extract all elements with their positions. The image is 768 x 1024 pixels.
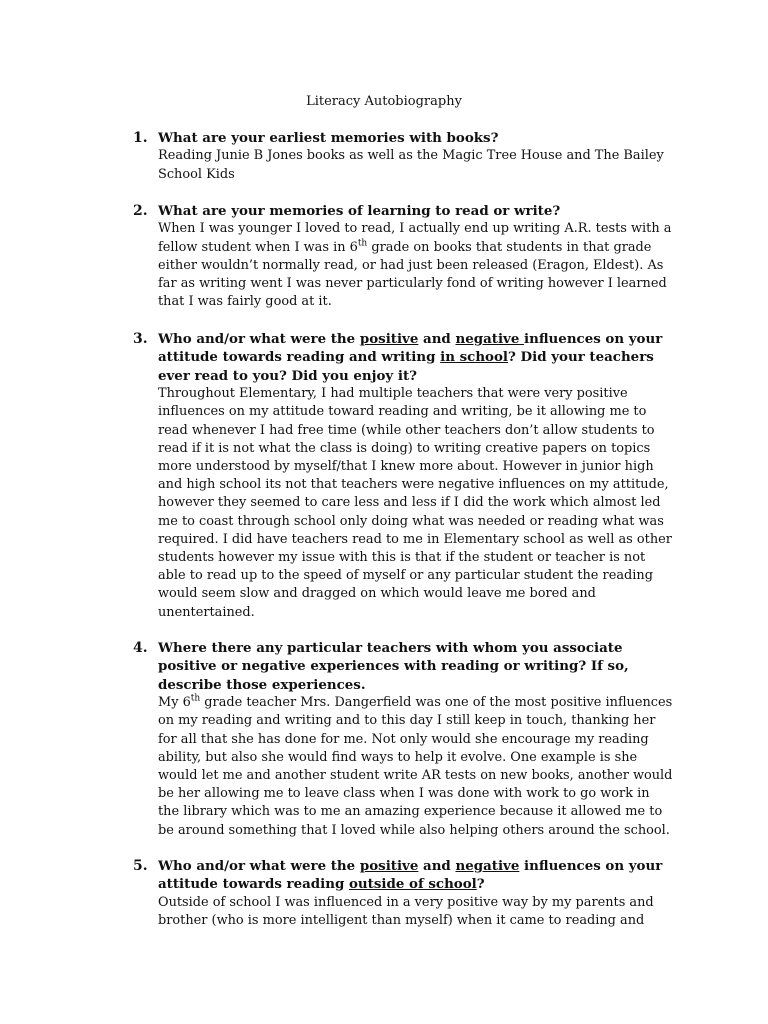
answer-text-part: My 6 (158, 695, 191, 711)
question-text (158, 857, 673, 894)
question-text-part: What are your memories of learning to read or write? (158, 203, 561, 219)
superscript: th (357, 238, 368, 249)
question-text-part: and (418, 331, 456, 347)
question-text (158, 330, 673, 385)
question-text-part: Who and/or what were the (158, 858, 360, 874)
question-text-part: ? Did your teachers ever read to you? Did you enjoy it? (158, 349, 654, 384)
question-text-part: Who and/or what were the (158, 331, 360, 347)
question-number: 5. (133, 858, 148, 874)
question-item (133, 857, 673, 930)
underlined-word: positive (359, 331, 419, 347)
underlined-word: outside of school (349, 876, 477, 893)
underlined-word: negative (455, 331, 524, 347)
question-number: 2. (133, 203, 148, 219)
question-item (133, 202, 673, 311)
answer-text: Reading Junie B Jones books as well as the Magic Tree House and The Bailey School Kids (158, 148, 664, 182)
answer-text: Throughout Elementary, I had multiple teachers that were very positive influences on my attitude toward reading and writing, be it allowing me to read whenever I had free time (while other teachers don’t allow students to read if it is not what the class is doing) to writing creative papers on topics more understood by myself/that I knew more about. However in junior high and high school its not that teachers were negative influences on my attitude, however they seemed to care less and less if I did the work which almost led me to coast through school only doing what was needed or reading what was required. I did have teachers read to me in Elementary school as well as other students however my issue with this is that if the student or teacher is not able to read up to the speed of myself or any particular student the reading would seem slow and dragged on which would leave me bored and unentertained. (158, 386, 672, 620)
answer-text (158, 694, 673, 840)
question-item (133, 639, 673, 840)
answer-text-part: grade teacher Mrs. Dangerfield was one of the most positive influences on my reading and writing and to this day I still keep in touch, thanking her for all that she has done for me. Not only would she encourage my reading ability, but also she would find ways to help it evolve. One example is she would let me and another student write AR tests on new books, another would be her allowing me to leave class when I was done with work to go work in the library which was to me an amazing experience because it allowed me to be around something that I loved while also helping others around the school. (158, 695, 673, 838)
question-text-part: and (418, 858, 456, 874)
question-text (158, 639, 673, 694)
underlined-word: positive (359, 858, 419, 874)
question-number: 1. (133, 130, 148, 146)
answer-text (158, 220, 673, 311)
question-text-part: influences on your attitude towards reading and writing (158, 331, 663, 366)
question-text (158, 129, 673, 147)
question-text-part: What are your earliest memories with books? (158, 130, 499, 146)
question-text (158, 202, 673, 220)
question-text-part: ? (476, 876, 485, 893)
underlined-word: negative (455, 858, 520, 874)
question-item (133, 330, 673, 622)
question-text-part: Where there any particular teachers with whom you associate positive or negative experiences with reading or writing? If so, describe those experiences. (158, 640, 629, 693)
answer-text: Outside of school I was influenced in a very positive way by my parents and brother (who is more intelligent than myself) when it came to reading and (158, 894, 654, 929)
superscript: th (190, 693, 201, 704)
answer-text-part: grade on books that students in that grade either wouldn’t normally read, or had just been released (Eragon, Eldest). As far as writing went I was never particularly fond of writing however I learned that I was fairly good at it. (158, 239, 667, 310)
document-title: Literacy Autobiography (306, 94, 462, 109)
answer-text-part: When I was younger I loved to read, I actually end up writing A.R. tests with a fellow student when I was in 6 (158, 221, 672, 255)
question-number: 3. (133, 331, 148, 347)
question-item (133, 129, 673, 184)
question-number: 4. (133, 640, 148, 656)
question-text-part: influences on your attitude towards reading (158, 858, 663, 893)
underlined-word: in school (440, 349, 509, 366)
